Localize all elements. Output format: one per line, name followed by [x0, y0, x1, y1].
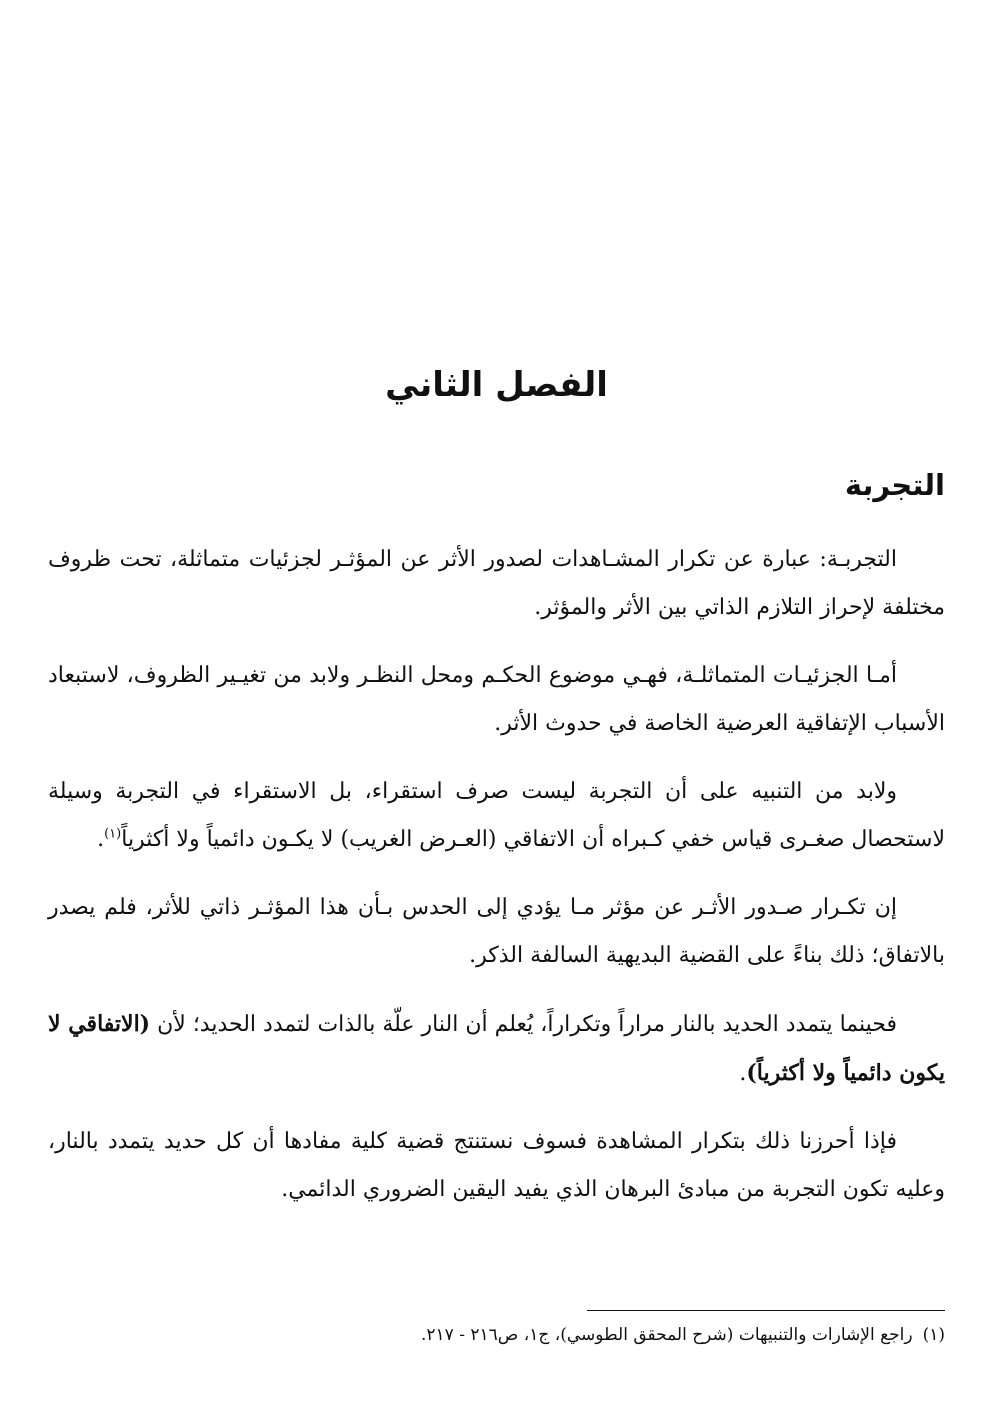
paragraph-6-text: فإذا أحرزنا ذلك بتكرار المشاهدة فسوف نستنتج قضية كلية مفادها أن كل حديد يتمدد بالنار، وعليه تكون التجربة من مبادئ البرهان الذي يفيد اليقين الضروري الدائمي. [48, 1129, 945, 1202]
paragraph-5 [48, 1000, 945, 1098]
paragraph-3 [48, 768, 945, 864]
chapter-title: الفصل الثاني [385, 365, 608, 405]
paragraph-5-end: . [739, 1061, 747, 1086]
footnote [48, 1318, 945, 1352]
footnote-marker[interactable]: (١) [104, 826, 122, 842]
footnote-text: راجع الإشارات والتنبيهات (شرح المحقق الطوسي)، ج١، ص٢١٦ - ٢١٧. [421, 1325, 913, 1345]
footnote-divider [587, 1310, 945, 1311]
paragraph-6 [48, 1118, 945, 1214]
paragraph-1 [48, 536, 945, 632]
footnote-number: (١) [922, 1325, 945, 1345]
paragraph-4 [48, 884, 945, 980]
paragraph-1-text: التجربـة: عبارة عن تكرار المشـاهدات لصدور الأثر عن المؤثـر لجزئيات متماثلة، تحت ظروف مختلفة لإحراز التلازم الذاتي بين الأثر والمؤثر. [48, 547, 945, 620]
paragraph-3-end: . [97, 827, 105, 852]
paragraph-3-text: ولابد من التنبيه على أن التجربة ليست صرف استقراء، بل الاستقراء في التجربة وسيلة لاستحصال صغـرى قياس خفي كـبراه أن الاتفاقي (العـرض الغريب) لا يكـون دائمياً ولا أكثرياً [48, 779, 945, 852]
body-text [48, 536, 945, 1234]
paragraph-5-bold: (الاتفاقي لا يكون دائمياً ولا أكثرياً) [48, 1011, 945, 1086]
section-heading: التجربة [844, 468, 945, 502]
paragraph-4-text: إن تكـرار صـدور الأثـر عن مؤثر مـا يؤدي إلى الحدس بـأن هذا المؤثـر ذاتي للأثر، فلم يصدر بالاتفاق؛ ذلك بناءً على القضية البديهية السالفة الذكر. [48, 895, 945, 968]
paragraph-2-text: أمـا الجزئيـات المتماثلـة، فهـي موضوع الحكـم ومحل النظـر ولابد من تغيـير الظروف، لاستبعاد الأسباب الإتفاقية العرضية الخاصة في حدوث الأثر. [48, 663, 945, 736]
paragraph-5-text: فحينما يتمدد الحديد بالنار مراراً وتكراراً، يُعلم أن النار علّة بالذات لتمدد الحديد؛ لأن [157, 1012, 897, 1037]
paragraph-2 [48, 652, 945, 748]
